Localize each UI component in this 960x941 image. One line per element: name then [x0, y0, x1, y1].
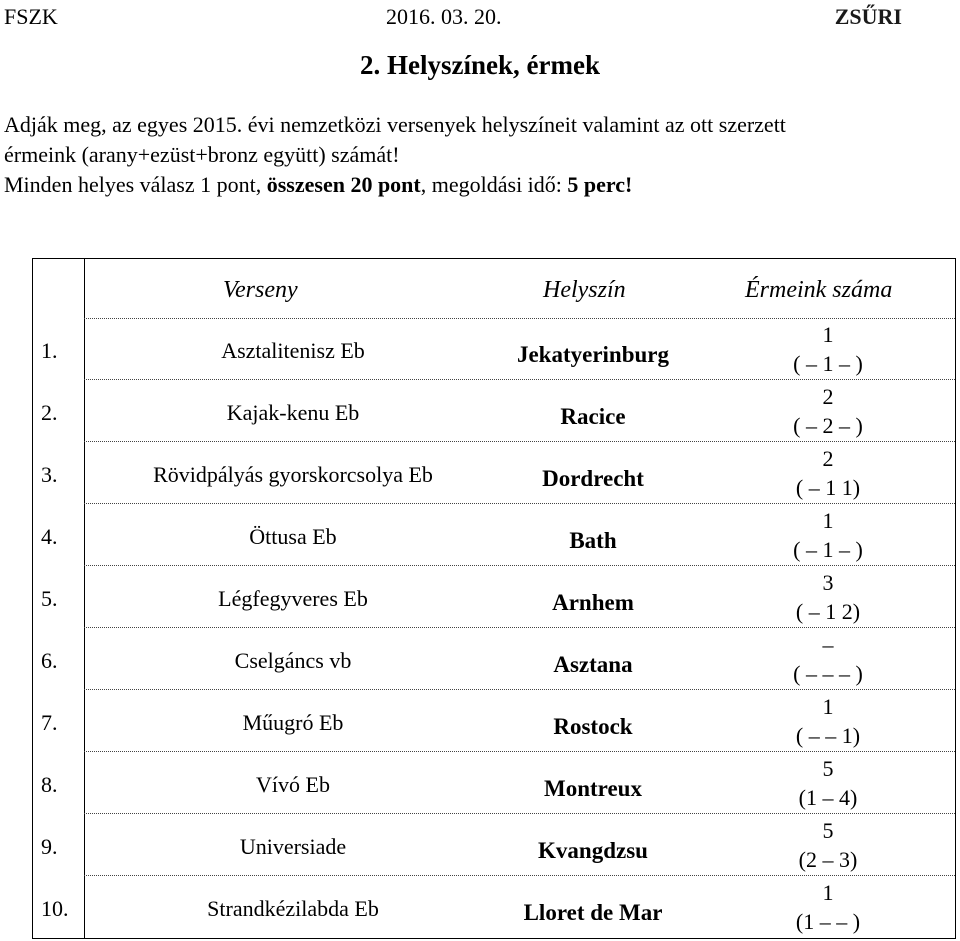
organization-label: FSZK	[4, 4, 58, 29]
medal-total-cell: 3	[822, 570, 834, 595]
medal-total-cell: 1	[822, 880, 834, 905]
medal-breakdown-cell: ( – 1 2)	[795, 599, 861, 624]
page-title: 2. Helyszínek, érmek	[360, 50, 600, 80]
table-row	[33, 814, 955, 876]
medal-breakdown-cell: ( – 2 – )	[793, 413, 863, 438]
table-row	[33, 628, 955, 690]
time-limit-text: 5 perc!	[567, 172, 633, 197]
medal-total-cell: 1	[822, 322, 834, 347]
table-row	[33, 876, 955, 938]
medal-breakdown-cell: (2 – 3)	[798, 847, 858, 872]
medal-breakdown-cell: ( – 1 1)	[795, 475, 861, 500]
header-competition: Verseny	[223, 277, 298, 303]
medal-total-cell: 1	[822, 508, 834, 533]
competition-cell: Cselgáncs vb	[234, 648, 352, 673]
results-table	[32, 258, 956, 939]
table-row	[33, 380, 955, 442]
role-label: ZSŰRI	[834, 4, 902, 29]
location-cell: Kvangdzsu	[538, 838, 648, 863]
competition-cell: Rövidpályás gyorskorcsolya Eb	[153, 462, 433, 487]
competition-cell: Öttusa Eb	[249, 524, 337, 549]
competition-cell: Asztalitenisz Eb	[221, 338, 365, 363]
location-cell: Jekatyerinburg	[516, 342, 670, 367]
table-row	[33, 318, 955, 380]
medal-breakdown-cell: (1 – 4)	[798, 785, 858, 810]
time-label-text: , megoldási idő:	[420, 172, 568, 197]
competition-cell: Kajak-kenu Eb	[226, 400, 360, 425]
competition-cell: Vívó Eb	[256, 772, 330, 797]
row-number: 6.	[41, 648, 58, 673]
competition-cell: Műugró Eb	[242, 710, 344, 735]
row-number: 4.	[41, 524, 58, 549]
location-cell: Arnhem	[552, 590, 634, 615]
location-cell: Montreux	[544, 776, 642, 801]
competition-cell: Strandkézilabda Eb	[207, 896, 379, 921]
location-cell: Rostock	[553, 714, 633, 739]
competition-cell: Légfegyveres Eb	[218, 586, 368, 611]
medal-total-cell: 5	[822, 756, 834, 781]
row-number: 2.	[41, 400, 58, 425]
competition-cell: Universiade	[239, 834, 347, 859]
row-number: 3.	[41, 462, 58, 487]
scoring-text: Minden helyes válasz 1 pont,	[4, 172, 267, 197]
instructions-line-1: Adják meg, az egyes 2015. évi nemzetközi versenyek helyszíneit valamint az ott szerzett	[4, 112, 786, 137]
location-cell: Dordrecht	[542, 466, 644, 491]
medal-total-cell: 1	[822, 694, 834, 719]
medal-total-cell: –	[822, 632, 834, 657]
medal-breakdown-cell: (1 – – )	[795, 909, 861, 934]
instructions-line-2: érmeink (arany+ezüst+bronz együtt) számát!	[4, 142, 400, 167]
total-points-text: összesen 20 pont	[266, 172, 421, 197]
medal-breakdown-cell: ( – – 1)	[795, 723, 861, 748]
row-number: 10.	[41, 896, 69, 921]
table-row	[33, 504, 955, 566]
table-row	[33, 690, 955, 752]
medal-total-cell: 2	[822, 446, 834, 471]
row-number: 5.	[41, 586, 58, 611]
instructions-line-3	[4, 172, 632, 198]
table-row	[33, 752, 955, 814]
header-location: Helyszín	[543, 277, 626, 303]
row-number: 8.	[41, 772, 58, 797]
location-cell: Bath	[569, 528, 617, 553]
medal-total-cell: 5	[822, 818, 834, 843]
medal-total-cell: 2	[822, 384, 834, 409]
location-cell: Racice	[560, 404, 626, 429]
date-label: 2016. 03. 20.	[386, 4, 502, 29]
medal-breakdown-cell: ( – 1 – )	[793, 537, 863, 562]
table-row	[33, 442, 955, 504]
location-cell: Asztana	[553, 652, 633, 677]
medal-breakdown-cell: ( – – – )	[793, 661, 863, 686]
header-medals: Érmeink száma	[745, 277, 893, 303]
row-number: 7.	[41, 710, 58, 735]
row-number: 9.	[41, 834, 58, 859]
medal-breakdown-cell: ( – 1 – )	[793, 351, 863, 376]
location-cell: Lloret de Mar	[523, 900, 663, 925]
table-row	[33, 566, 955, 628]
row-number: 1.	[41, 338, 58, 363]
